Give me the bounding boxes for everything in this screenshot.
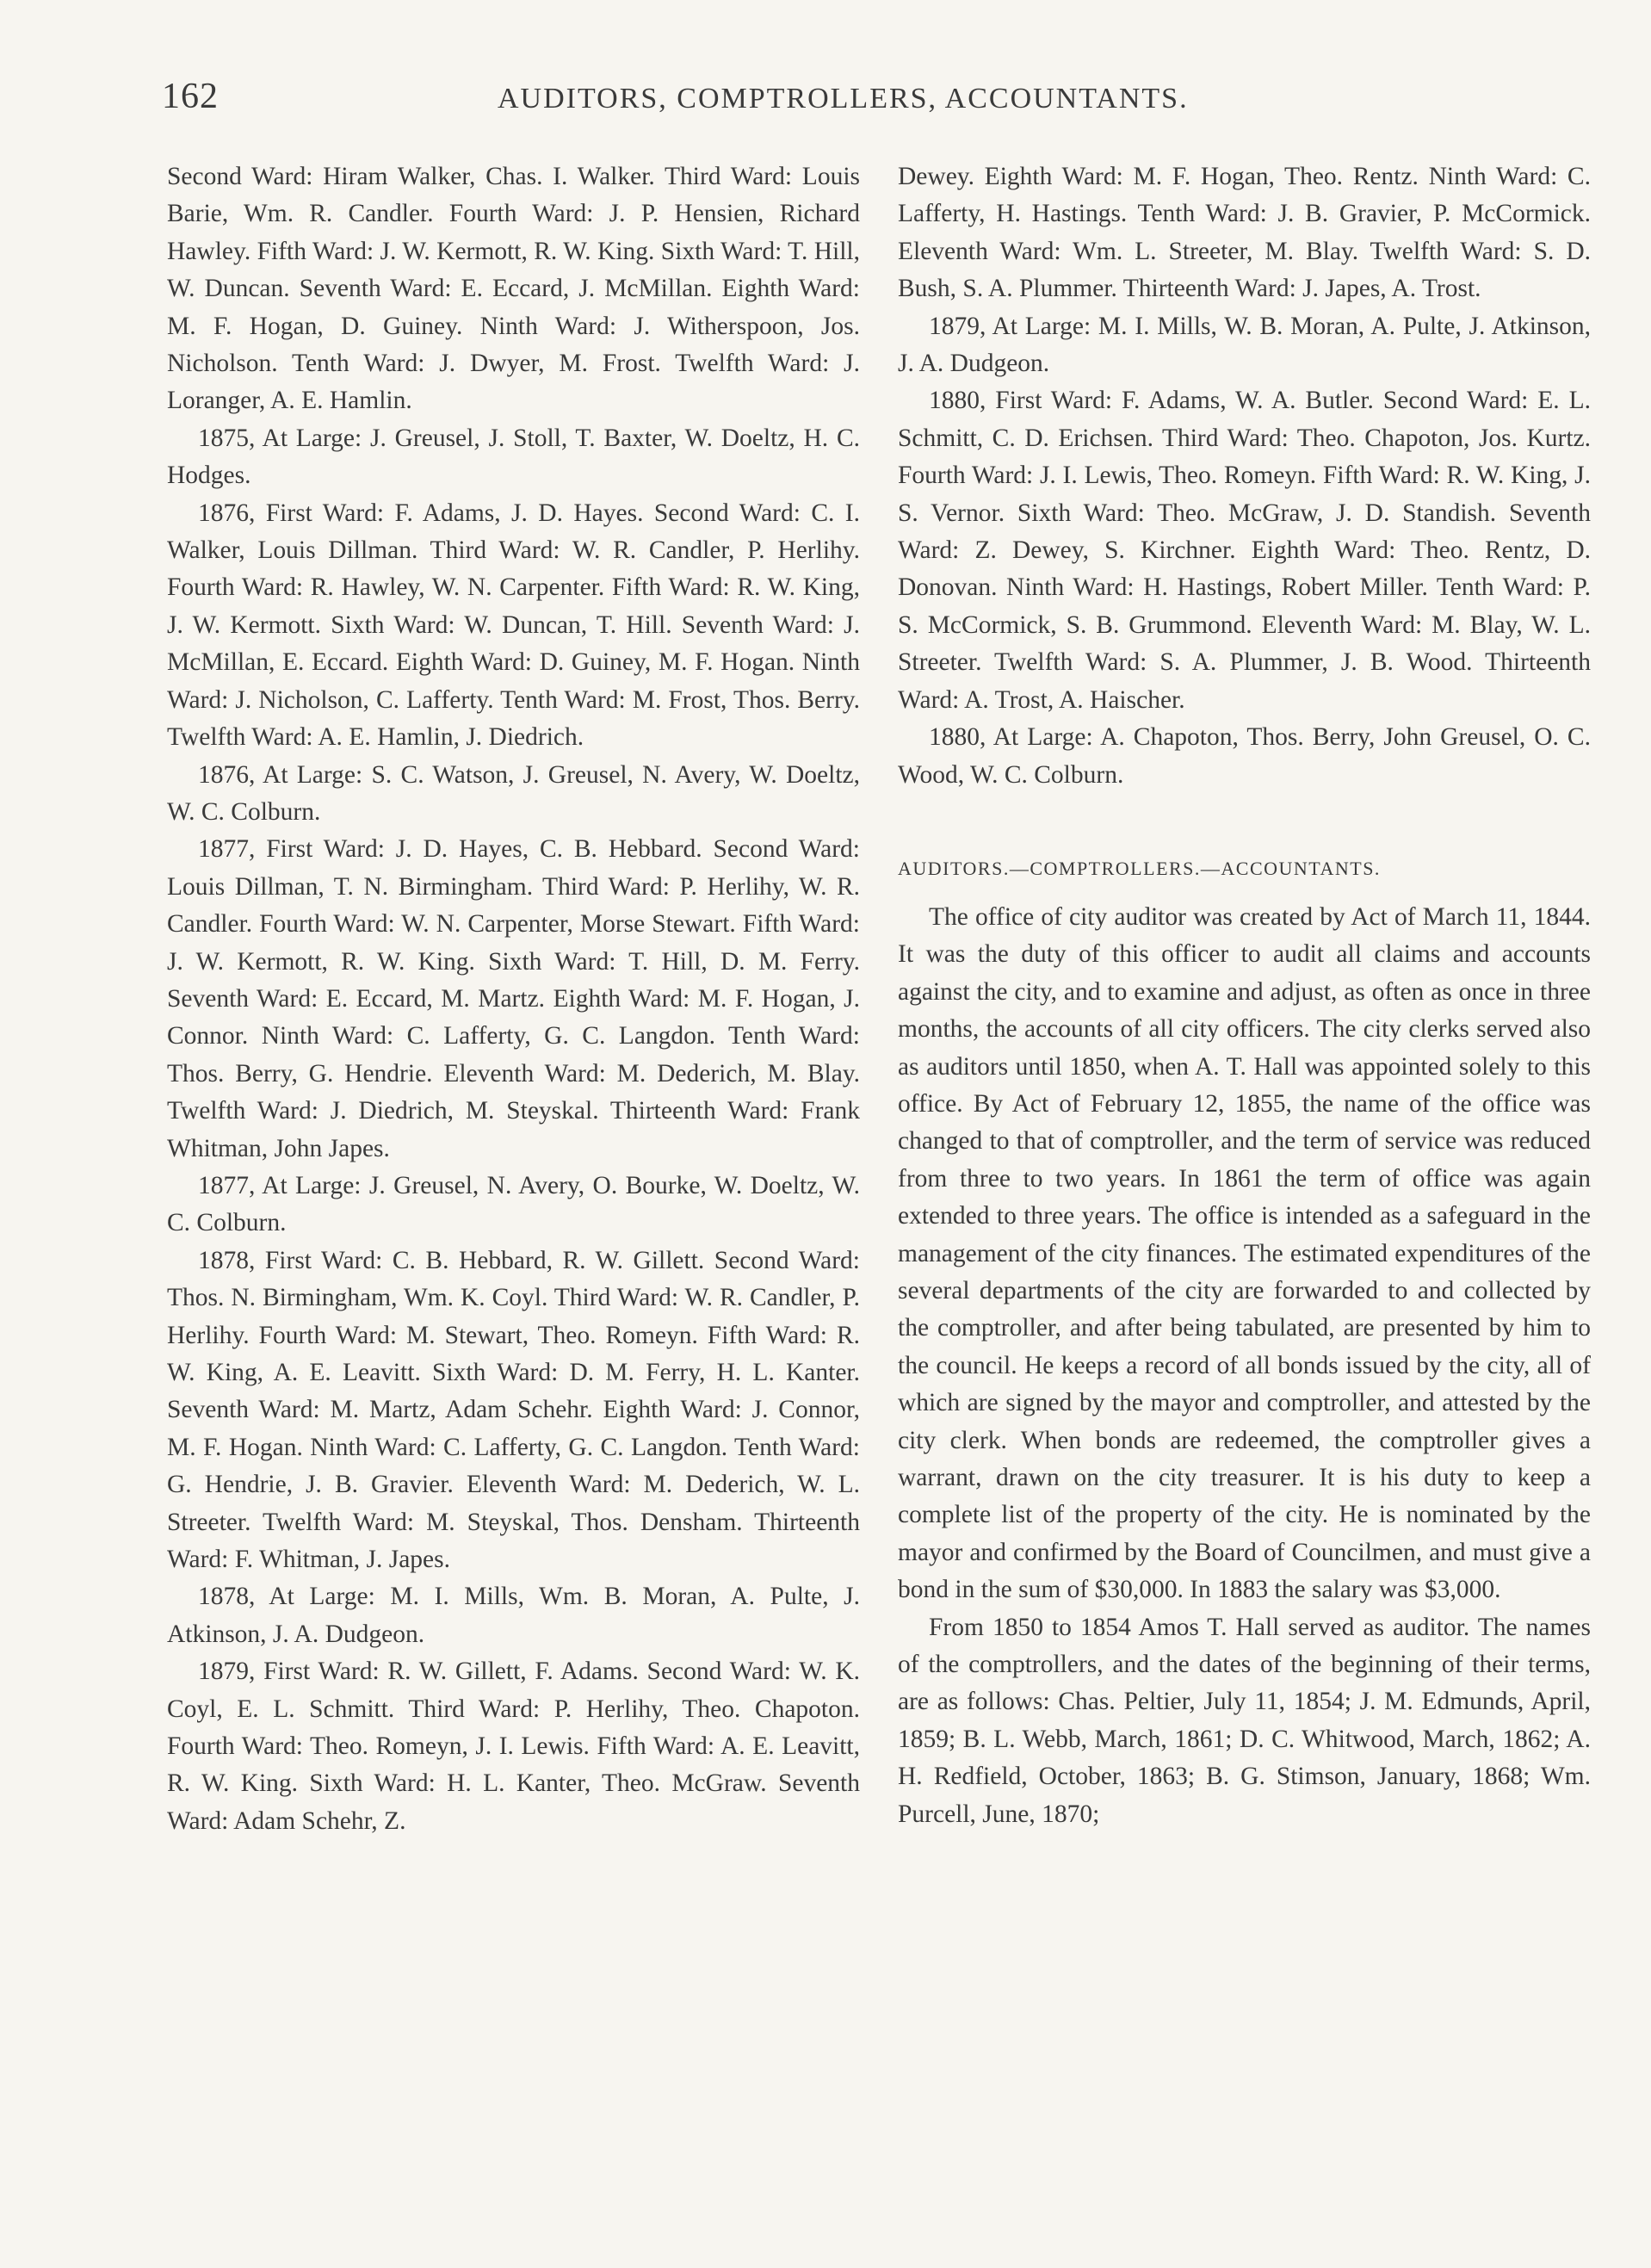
left-column [167, 158, 860, 1840]
paragraph: 1878, First Ward: C. B. Hebbard, R. W. Gillett. Second Ward: Thos. N. Birmingham, Wm. K. Coyl. Third Ward: W. R. Candler, P. Herlihy. Fourth Ward: M. Stewart, Theo. Romeyn. Fifth Ward: R. W. King, A. E. Leavitt. Sixth Ward: D. M. Ferry, H. L. Kanter. Seventh Ward: M. Martz, Adam Schehr. Eighth Ward: J. Connor, M. F. Hogan. Ninth Ward: C. Lafferty, G. C. Langdon. Tenth Ward: G. Hendrie, J. B. Gravier. Eleventh Ward: M. Dederich, W. L. Streeter. Twelfth Ward: M. Steyskal, Thos. Densham. Thirteenth Ward: F. Whitman, J. Japes. [167, 1246, 860, 1574]
paragraph: 1875, At Large: J. Greusel, J. Stoll, T. Baxter, W. Doeltz, H. C. Hodges. [167, 424, 860, 490]
paragraph: 1876, At Large: S. C. Watson, J. Greusel, N. Avery, W. Doeltz, W. C. Colburn. [167, 760, 860, 826]
paragraph: 1879, At Large: M. I. Mills, W. B. Moran, A. Pulte, J. Atkinson, J. A. Dudgeon. [898, 312, 1591, 378]
right-column [898, 158, 1591, 1833]
running-title: AUDITORS, COMPTROLLERS, ACCOUNTANTS. [498, 83, 1189, 115]
paragraph: 1876, First Ward: F. Adams, J. D. Hayes. Second Ward: C. I. Walker, Louis Dillman. Third Ward: W. R. Candler, P. Herlihy. Fourth Ward: R. Hawley, W. N. Carpenter. Fifth Ward: R. W. King, J. W. Kermott. Sixth Ward: W. Duncan, T. Hill. Seventh Ward: J. McMillan, E. Eccard. Eighth Ward: D. Guiney, M. F. Hogan. Ninth Ward: J. Nicholson, C. Lafferty. Tenth Ward: M. Frost, Thos. Berry. Twelfth Ward: A. E. Hamlin, J. Diedrich. [167, 499, 860, 752]
paragraph: 1880, First Ward: F. Adams, W. A. Butler. Second Ward: E. L. Schmitt, C. D. Erichsen. Third Ward: Theo. Chapoton, Jos. Kurtz. Fourth Ward: J. I. Lewis, Theo. Romeyn. Fifth Ward: R. W. King, J. S. Vernor. Sixth Ward: Theo. McGraw, J. D. Standish. Seventh Ward: Z. Dewey, S. Kirchner. Eighth Ward: Theo. Rentz, D. Donovan. Ninth Ward: H. Hastings, Robert Miller. Tenth Ward: P. S. McCormick, S. B. Grummond. Eleventh Ward: M. Blay, W. L. Streeter. Twelfth Ward: S. A. Plummer, J. B. Wood. Thirteenth Ward: A. Trost, A. Haischer. [898, 387, 1591, 714]
paragraph: 1880, At Large: A. Chapoton, Thos. Berry, John Greusel, O. C. Wood, W. C. Colburn. [898, 723, 1591, 789]
paragraph: 1879, First Ward: R. W. Gillett, F. Adams. Second Ward: W. K. Coyl, E. L. Schmitt. Third Ward: P. Herlihy, Theo. Chapoton. Fourth Ward: Theo. Romeyn, J. I. Lewis. Fifth Ward: A. E. Leavitt, R. W. King. Sixth Ward: H. L. Kanter, Theo. McGraw. Seventh Ward: Adam Schehr, Z. [167, 1658, 860, 1835]
section-heading: AUDITORS.—COMPTROLLERS.—ACCOUNTANTS. [898, 857, 1381, 879]
paragraph: 1878, At Large: M. I. Mills, Wm. B. Moran, A. Pulte, J. Atkinson, J. A. Dudgeon. [167, 1583, 860, 1648]
paragraph: From 1850 to 1854 Amos T. Hall served as auditor. The names of the comptrollers, and the dates of the beginning of their terms, are as follows: Chas. Peltier, July 11, 1854; J. M. Edmunds, April, 1859; B. L. Webb, March, 1861; D. C. Whitwood, March, 1862; A. H. Redfield, October, 1863; B. G. Stimson, January, 1868; Wm. Purcell, June, 1870; [898, 1613, 1591, 1828]
paragraph: Dewey. Eighth Ward: M. F. Hogan, Theo. Rentz. Ninth Ward: C. Lafferty, H. Hastings. Tenth Ward: J. B. Gravier, P. McCormick. Eleventh Ward: Wm. L. Streeter, M. Blay. Twelfth Ward: S. D. Bush, S. A. Plummer. Thirteenth Ward: J. Japes, A. Trost. [898, 163, 1591, 303]
paragraph: The office of city auditor was created by Act of March 11, 1844. It was the duty of this officer to audit all claims and accounts against the city, and to examine and adjust, as often as once in three months, the accounts of all city officers. The city clerks served also as auditors until 1850, when A. T. Hall was appointed solely to this office. By Act of February 12, 1855, the name of the office was changed to that of comptroller, and the term of service was reduced from three to two years. In 1861 the term of office was again extended to three years. The office is intended as a safeguard in the management of the city finances. The estimated expenditures of the several departments of the city are forwarded to and collected by the comptroller, and after being tabulated, are presented by him to the council. He keeps a record of all bonds issued by the city, all of which are signed by the mayor and comptroller, and attested by the city clerk. When bonds are redeemed, the comptroller gives a warrant, drawn on the city treasurer. It is his duty to keep a complete list of the property of the city. He is nominated by the mayor and confirmed by the Board of Councilmen, and must give a bond in the sum of $30,000. In 1883 the salary was $3,000. [898, 902, 1591, 1604]
paragraph: 1877, First Ward: J. D. Hayes, C. B. Hebbard. Second Ward: Louis Dillman, T. N. Birmingham. Third Ward: P. Herlihy, W. R. Candler. Fourth Ward: W. N. Carpenter, Morse Stewart. Fifth Ward: J. W. Kermott, R. W. King. Sixth Ward: T. Hill, D. M. Ferry. Seventh Ward: E. Eccard, M. Martz. Eighth Ward: M. F. Hogan, J. Connor. Ninth Ward: C. Lafferty, G. C. Langdon. Tenth Ward: Thos. Berry, G. Hendrie. Eleventh Ward: M. Dederich, M. Blay. Twelfth Ward: J. Diedrich, M. Steyskal. Thirteenth Ward: Frank Whitman, John Japes. [167, 835, 860, 1162]
paragraph: Second Ward: Hiram Walker, Chas. I. Walker. Third Ward: Louis Barie, Wm. R. Candler. Fourth Ward: J. P. Hensien, Richard Hawley. Fifth Ward: J. W. Kermott, R. W. King. Sixth Ward: T. Hill, W. Duncan. Seventh Ward: E. Eccard, J. McMillan. Eighth Ward: M. F. Hogan, D. Guiney. Ninth Ward: J. Witherspoon, Jos. Nicholson. Tenth Ward: J. Dwyer, M. Frost. Twelfth Ward: J. Loranger, A. E. Hamlin. [167, 163, 860, 415]
paragraph: 1877, At Large: J. Greusel, N. Avery, O. Bourke, W. Doeltz, W. C. Colburn. [167, 1171, 860, 1237]
page-header [162, 76, 1574, 127]
page-number: 162 [162, 77, 219, 116]
